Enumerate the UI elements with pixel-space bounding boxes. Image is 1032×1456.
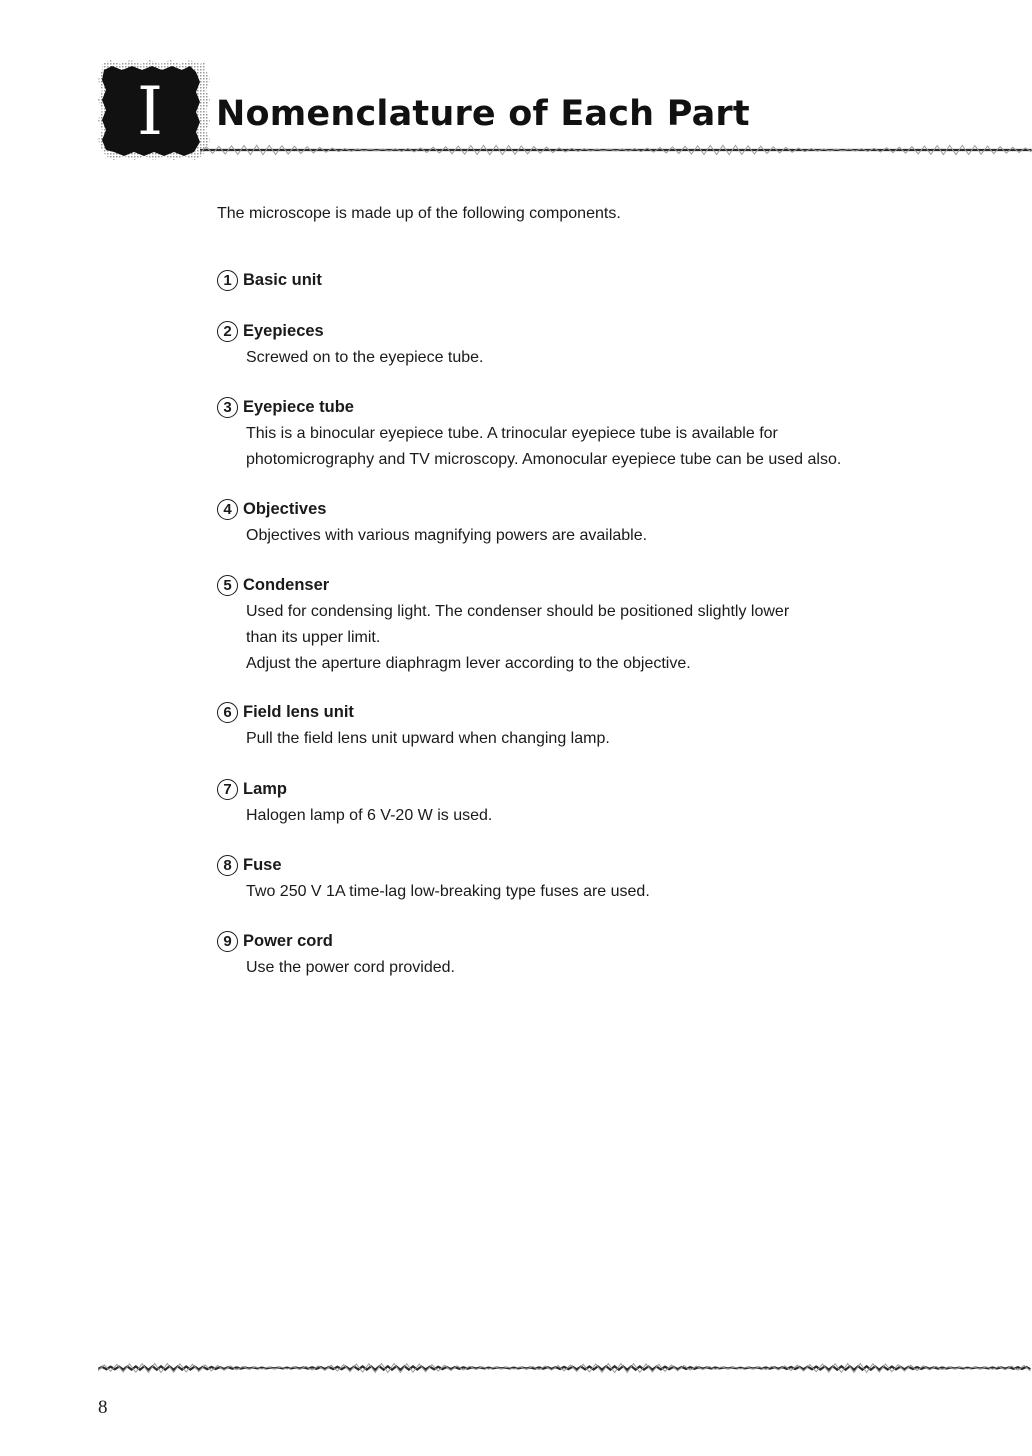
part-number-badge: 3 [217,397,238,418]
part-name: Eyepiece tube [243,397,354,416]
description-line: Used for condensing light. The condenser should be positioned slightly lower [246,603,790,620]
part-name: Condenser [243,575,330,594]
description-line: than its upper limit. [246,629,381,646]
list-item [217,851,650,905]
title-wave-divider [200,140,1032,160]
description-line: photomicrography and TV microscopy. Amonocular eyepiece tube can be used also. [246,451,842,468]
description-line: Pull the field lens unit upward when changing lamp. [246,730,610,747]
part-description [246,955,455,981]
list-item [217,571,789,677]
part-description [246,345,484,371]
part-name: Basic unit [243,270,322,289]
part-heading [217,266,322,294]
part-number-badge: 5 [217,575,238,596]
description-line: Screwed on to the eyepiece tube. [246,349,484,366]
description-line: Halogen lamp of 6 V-20 W is used. [246,807,493,824]
part-description [246,421,841,473]
part-heading [217,495,647,523]
part-heading [217,393,841,421]
part-number-badge: 1 [217,270,238,291]
description-line: Adjust the aperture diaphragm lever according to the objective. [246,655,691,672]
part-description [246,726,610,752]
list-item [217,266,322,294]
description-line: This is a binocular eyepiece tube. A trinocular eyepiece tube is available for [246,425,778,442]
description-line: Objectives with various magnifying powers are available. [246,527,648,544]
part-number-badge: 2 [217,321,238,342]
part-description [246,879,650,905]
intro-text: The microscope is made up of the following components. [217,205,621,222]
part-heading [217,851,650,879]
page-title: Nomenclature of Each Part [216,94,750,134]
part-heading [217,775,492,803]
part-name: Power cord [243,931,333,950]
chapter-numeral: I [136,73,164,150]
part-description [246,803,492,829]
part-heading [217,317,484,345]
part-heading [217,698,610,726]
list-item [217,317,484,371]
description-line: Use the power cord provided. [246,959,455,976]
chapter-badge [98,60,210,160]
footer-wave-divider [98,1358,1032,1378]
part-number-badge: 8 [217,855,238,876]
list-item [217,927,455,981]
list-item [217,775,492,829]
list-item [217,393,841,473]
list-item [217,495,647,549]
part-name: Field lens unit [243,702,354,721]
part-number-badge: 6 [217,702,238,723]
part-description [246,523,647,549]
part-heading [217,571,789,599]
part-number-badge: 9 [217,931,238,952]
part-description [246,599,789,677]
part-name: Eyepieces [243,321,324,340]
description-line: Two 250 V 1A time-lag low-breaking type fuses are used. [246,883,650,900]
part-name: Lamp [243,779,288,798]
part-number-badge: 7 [217,779,238,800]
list-item [217,698,610,752]
part-name: Objectives [243,499,327,518]
page-number: 8 [98,1397,108,1418]
part-number-badge: 4 [217,499,238,520]
part-heading [217,927,455,955]
part-name: Fuse [243,855,282,874]
